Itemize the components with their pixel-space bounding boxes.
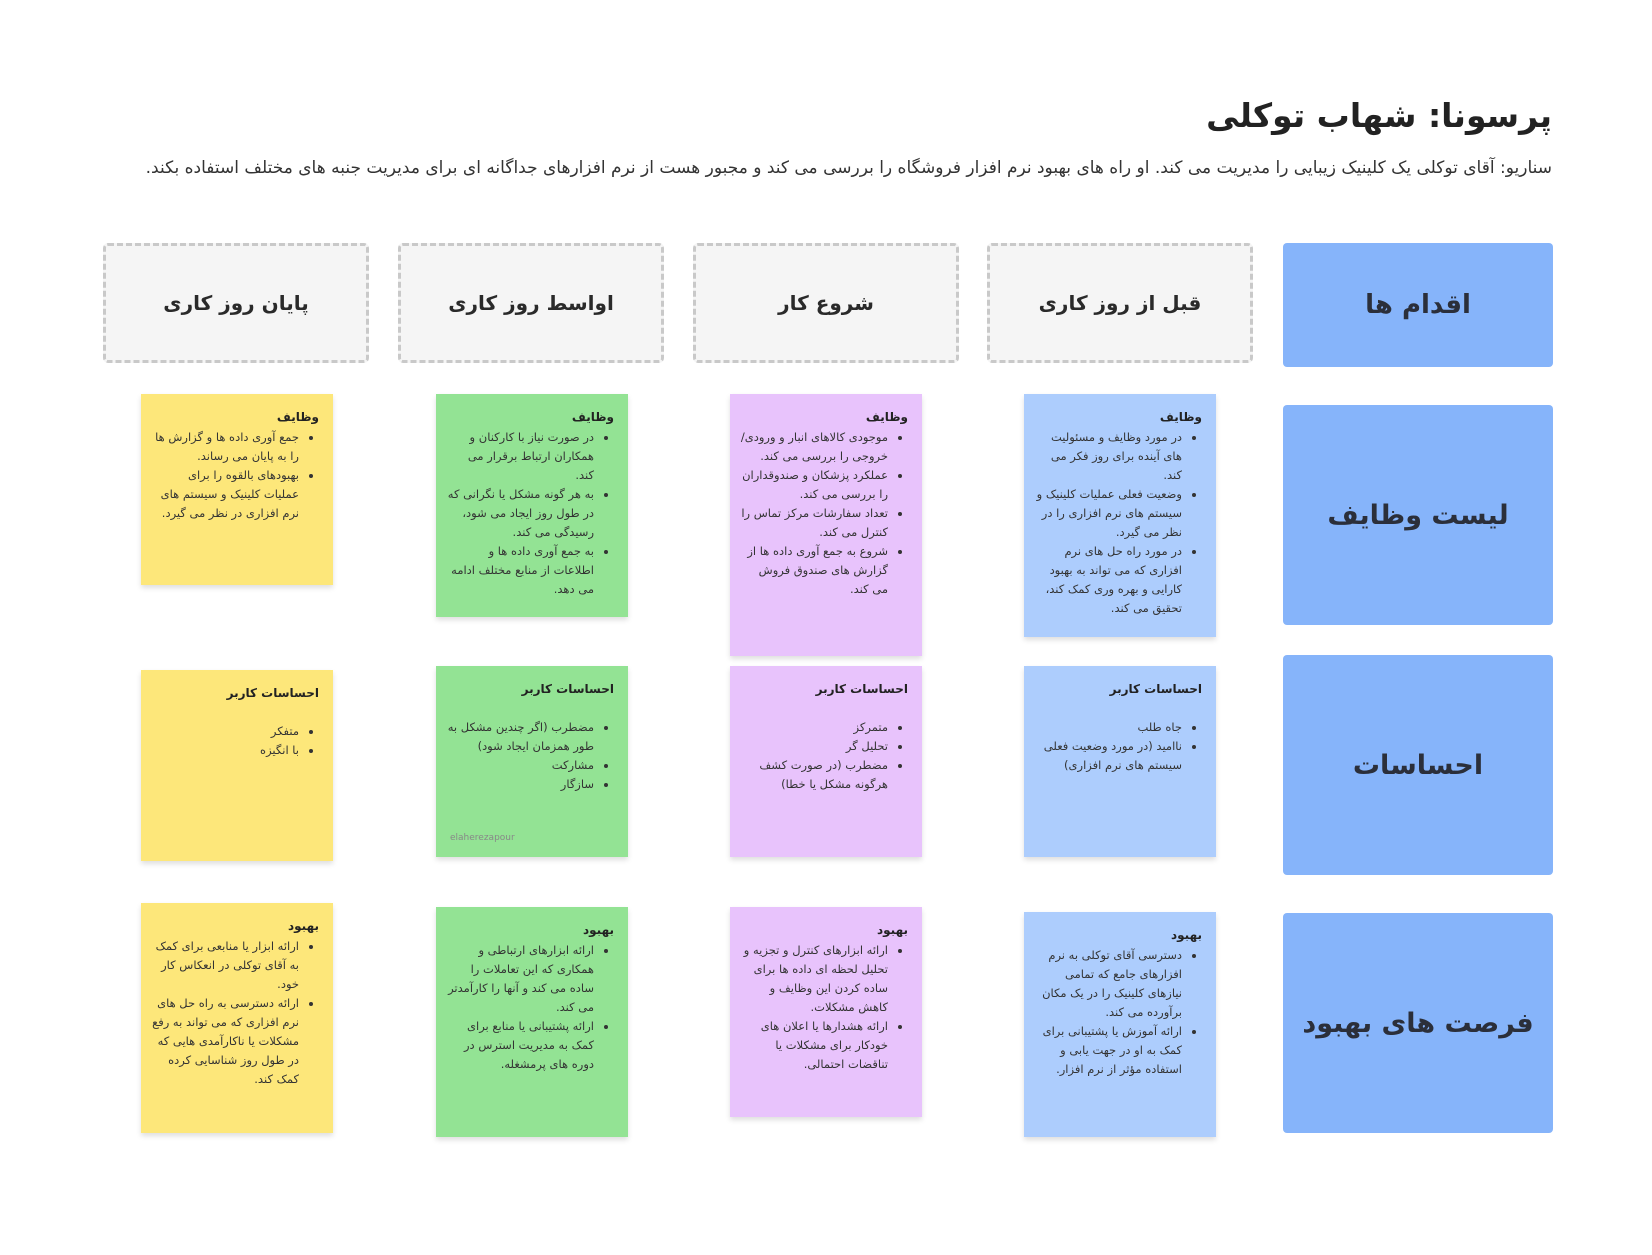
sticky-note-before-feelings[interactable] [1024, 666, 1216, 857]
note-heading: احساسات کاربر [815, 682, 908, 696]
note-item: • ارائه ابزار یا منابعی برای کمک به آقای توکلی در انعکاس کار خود. [151, 937, 299, 994]
note-item: • جاه طلب [1034, 718, 1182, 737]
sticky-note-end-tasks[interactable] [141, 394, 333, 585]
note-item: • تعداد سفارشات مرکز تماس را کنترل می کند. [740, 504, 888, 542]
row-label-feelings: احساسات [1283, 655, 1553, 875]
note-item: • در صورت نیاز با کارکنان و همکاران ارتباط برقرار می کند. [446, 428, 594, 485]
note-item: • دسترسی آقای توکلی به نرم افزارهای جامع که تمامی نیازهای کلینیک را در یک مکان برآورده می کند. [1034, 946, 1182, 1022]
note-item: • ارائه دسترسی به راه حل های نرم افزاری که می تواند به رفع مشکلات یا ناکارآمدی هایی که در طول روز شناسایی کرده کمک کند. [151, 994, 299, 1089]
note-item: • ارائه پشتیبانی یا منابع برای کمک به مدیریت استرس در دوره های پرمشغله. [446, 1017, 594, 1074]
note-heading: بهبود [582, 923, 614, 937]
sticky-note-end-feelings[interactable] [141, 670, 333, 861]
note-heading: وظایف [276, 410, 319, 424]
sticky-note-before-tasks[interactable] [1024, 394, 1216, 637]
note-item: • مشارکت [446, 756, 594, 775]
column-header-start-work: شروع کار [693, 243, 959, 363]
row-label-improvement-opportunities: فرصت های بهبود [1283, 913, 1553, 1133]
note-item: • متفکر [151, 722, 299, 741]
note-item: • مضطرب (اگر چندین مشکل به طور همزمان ایجاد شود) [446, 718, 594, 756]
note-item: • تحلیل گر [740, 737, 888, 756]
note-heading: احساسات کاربر [1109, 682, 1202, 696]
sticky-note-start-tasks[interactable] [730, 394, 922, 656]
note-heading: احساسات کاربر [521, 682, 614, 696]
sticky-note-midday-feelings[interactable] [436, 666, 628, 857]
note-item: • ارائه ابزارهای کنترل و تجزیه و تحلیل لحظه ای داده ها برای ساده کردن این وظایف و کاهش مشکلات. [740, 941, 888, 1017]
sticky-note-start-feelings[interactable] [730, 666, 922, 857]
note-item: • جمع آوری داده ها و گزارش ها را به پایان می رساند. [151, 428, 299, 466]
sticky-note-midday-tasks[interactable] [436, 394, 628, 617]
note-item: • سازگار [446, 775, 594, 794]
note-item: • به جمع آوری داده ها و اطلاعات از منابع مختلف ادامه می دهد. [446, 542, 594, 599]
note-item: • به هر گونه مشکل یا نگرانی که در طول روز ایجاد می شود، رسیدگی می کند. [446, 485, 594, 542]
note-item: • ارائه هشدارها یا اعلان های خودکار برای مشکلات یا تناقضات احتمالی. [740, 1017, 888, 1074]
column-header-end-of-day: پایان روز کاری [103, 243, 369, 363]
note-item: • در مورد وظایف و مسئولیت های آینده برای روز فکر می کند. [1034, 428, 1182, 485]
note-item: • موجودی کالاهای انبار و ورودی/خروجی را بررسی می کند. [740, 428, 888, 466]
note-heading: بهبود [287, 919, 319, 933]
sticky-note-before-improvement[interactable] [1024, 912, 1216, 1137]
sticky-note-end-improvement[interactable] [141, 903, 333, 1133]
persona-title: پرسونا: شهاب توکلی [1206, 96, 1552, 135]
note-heading: وظایف [865, 410, 908, 424]
note-item: • وضعیت فعلی عملیات کلینیک و سیستم های نرم افزاری را در نظر می گیرد. [1034, 485, 1182, 542]
note-item: • بهبودهای بالقوه را برای عملیات کلینیک و سیستم های نرم افزاری در نظر می گیرد. [151, 466, 299, 523]
watermark-text: elaherezapour [450, 833, 515, 843]
note-heading: وظایف [1159, 410, 1202, 424]
column-header-midday: اواسط روز کاری [398, 243, 664, 363]
note-item: • با انگیزه [151, 741, 299, 760]
actions-header: اقدام ها [1283, 243, 1553, 367]
note-heading: بهبود [876, 923, 908, 937]
row-label-task-list: لیست وظایف [1283, 405, 1553, 625]
note-item: • ارائه آموزش یا پشتیبانی برای کمک به او در جهت یابی و استفاده مؤثر از نرم افزار. [1034, 1022, 1182, 1079]
note-item: • ناامید (در مورد وضعیت فعلی سیستم های نرم افزاری) [1034, 737, 1182, 775]
column-header-before-work: قبل از روز کاری [987, 243, 1253, 363]
note-heading: بهبود [1170, 928, 1202, 942]
note-heading: احساسات کاربر [226, 686, 319, 700]
sticky-note-midday-improvement[interactable] [436, 907, 628, 1137]
note-item: • در مورد راه حل های نرم افزاری که می تواند به بهبود کارایی و بهره وری کمک کند، تحقیق می کند. [1034, 542, 1182, 618]
sticky-note-start-improvement[interactable] [730, 907, 922, 1117]
note-item: • شروع به جمع آوری داده ها از گزارش های صندوق فروش می کند. [740, 542, 888, 599]
note-item: • ارائه ابزارهای ارتباطی و همکاری که این تعاملات را ساده می کند و آنها را کارآمدتر می کند. [446, 941, 594, 1017]
scenario-text: سناریو: آقای توکلی یک کلینیک زیبایی را مدیریت می کند. او راه های بهبود نرم افزار فروشگاه را بررسی می کند و مجبور هست از نرم افزارهای جداگانه ای برای مدیریت جنبه های مختلف استفاده بکند. [145, 158, 1552, 178]
note-heading: وظایف [571, 410, 614, 424]
note-item: • عملکرد پزشکان و صندوقداران را بررسی می کند. [740, 466, 888, 504]
note-item: • متمرکز [740, 718, 888, 737]
note-item: • مضطرب (در صورت کشف هرگونه مشکل یا خطا) [740, 756, 888, 794]
